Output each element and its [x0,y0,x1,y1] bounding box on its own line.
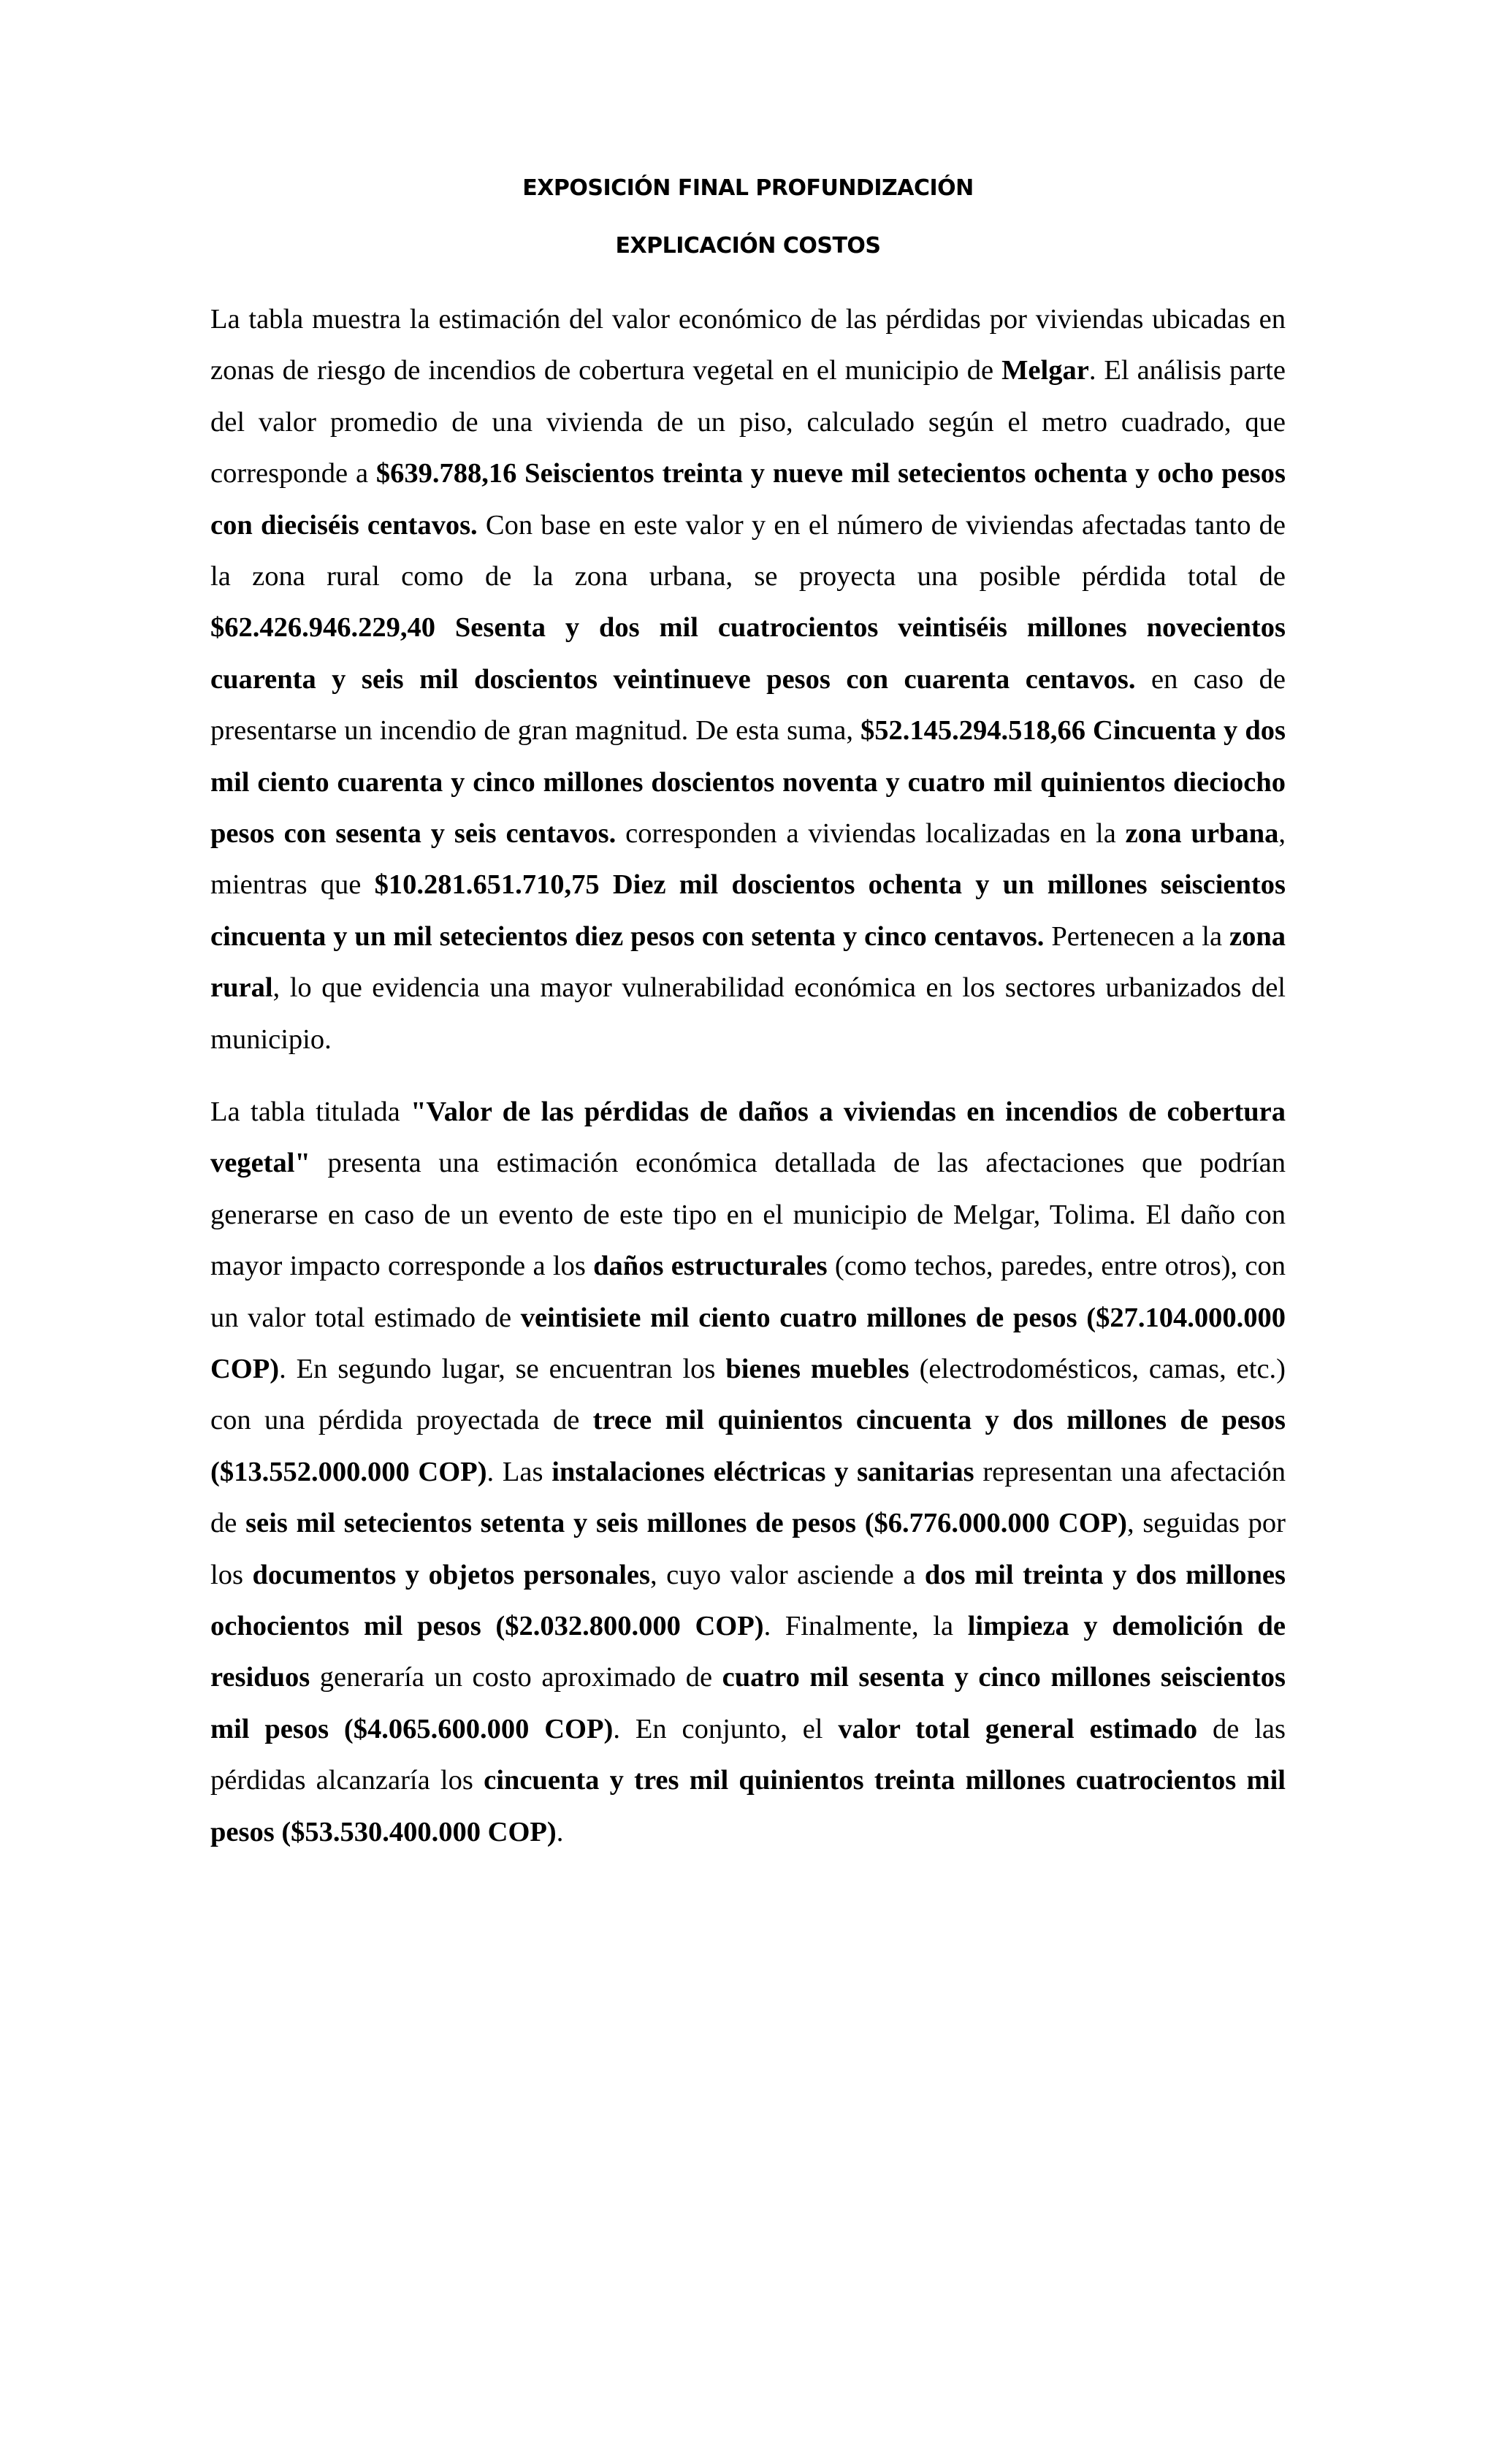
bold-text-run: $62.426.946.229,40 Sesenta y dos mil cuatrocientos veintiséis millones novecientos cuarenta y seis mil doscientos veintinueve pesos con cuarenta centavos. [210,612,1286,695]
text-run: de las pérdidas alcanzaría los [210,1713,1286,1796]
text-run: (electrodomésticos, camas, etc.) con una pérdida proyectada de [210,1354,1286,1436]
bold-text-run: instalaciones eléctricas y sanitarias [552,1456,974,1487]
document-title: EXPOSICIÓN FINAL PROFUNDIZACIÓN [522,175,974,201]
bold-text-run: daños estructurales [593,1251,828,1282]
text-run: , lo que evidencia una mayor vulnerabilidad económica en los sectores urbanizados del municipio. [210,972,1286,1055]
text-run: . En segundo lugar, se encuentran los [279,1354,726,1385]
paragraph-2 [210,1086,1286,1858]
bold-text-run: veintisiete mil ciento cuatro millones de pesos ($27.104.000.000 COP) [210,1302,1286,1385]
bold-text-run: cincuenta y tres mil quinientos treinta millones cuatrocientos mil pesos ($53.530.400.000 COP) [210,1765,1286,1847]
text-run: representan una afectación de [210,1456,1286,1539]
text-run: . En conjunto, el [613,1713,839,1744]
bold-text-run: $10.281.651.710,75 Diez mil doscientos ochenta y un millones seiscientos cincuenta y un mil setecientos diez pesos con setenta y cinco centavos. [210,869,1286,952]
bold-text-run: zona urbana [1125,818,1279,850]
text-run: . [556,1816,564,1847]
bold-text-run: zona rural [210,920,1286,1004]
bold-text-run: valor total general estimado [838,1713,1198,1744]
text-run: generaría un costo aproximado de [310,1662,722,1693]
text-run: . Las [486,1456,552,1487]
text-run: Con base en este valor y en el número de viviendas afectadas tanto de la zona rural como de la zona urbana, se proyecta una posible pérdida total de [210,509,1286,592]
bold-text-run: dos mil treinta y dos millones ochocientos mil pesos ($2.032.800.000 COP) [210,1559,1286,1642]
text-run: en caso de presentarse un incendio de gran magnitud. De esta suma, [210,663,1286,747]
text-run: La tabla muestra la estimación del valor económico de las pérdidas por viviendas ubicadas en zonas de riesgo de incendios de cobertura vegetal en el municipio de [210,304,1286,386]
bold-text-run: documentos y objetos personales [252,1559,650,1590]
bold-text-run: bienes muebles [725,1354,909,1385]
bold-text-run: Melgar [1001,355,1089,386]
document-subtitle: EXPLICACIÓN COSTOS [615,233,881,259]
text-run: La tabla titulada [210,1096,411,1127]
text-run: corresponden a viviendas localizadas en la [616,818,1126,850]
text-run: Pertenecen a la [1044,920,1229,952]
bold-text-run: "Valor de las pérdidas de daños a viviendas en incendios de cobertura vegetal" [210,1096,1286,1179]
bold-text-run: $639.788,16 Seiscientos treinta y nueve mil setecientos ochenta y ocho pesos con dieciséis centavos. [210,458,1286,541]
text-run: . El análisis parte del valor promedio de una vivienda de un piso, calculado según el metro cuadrado, que corresponde a [210,355,1286,489]
bold-text-run: limpieza y demolición de residuos [210,1611,1286,1693]
paragraph-1 [210,294,1286,1065]
bold-text-run: trece mil quinientos cincuenta y dos millones de pesos ($13.552.000.000 COP) [210,1405,1286,1487]
bold-text-run: cuatro mil sesenta y cinco millones seiscientos mil pesos ($4.065.600.000 COP) [210,1662,1286,1744]
bold-text-run: seis mil setecientos setenta y seis millones de pesos ($6.776.000.000 COP) [245,1508,1127,1539]
text-run: (como techos, paredes, entre otros), con un valor total estimado de [210,1251,1286,1333]
text-run: , cuyo valor asciende a [650,1559,925,1590]
text-run: , mientras que [210,818,1286,901]
text-run: , seguidas por los [210,1508,1286,1590]
bold-text-run: $52.145.294.518,66 Cincuenta y dos mil ciento cuarenta y cinco millones doscientos noventa y cuatro mil quinientos dieciocho pesos con sesenta y seis centavos. [210,715,1286,850]
text-run: . Finalmente, la [763,1611,968,1642]
text-run: presenta una estimación económica detallada de las afectaciones que podrían generarse en caso de un evento de este tipo en el municipio de Melgar, Tolima. El daño con mayor impacto corresponde a los [210,1148,1286,1282]
